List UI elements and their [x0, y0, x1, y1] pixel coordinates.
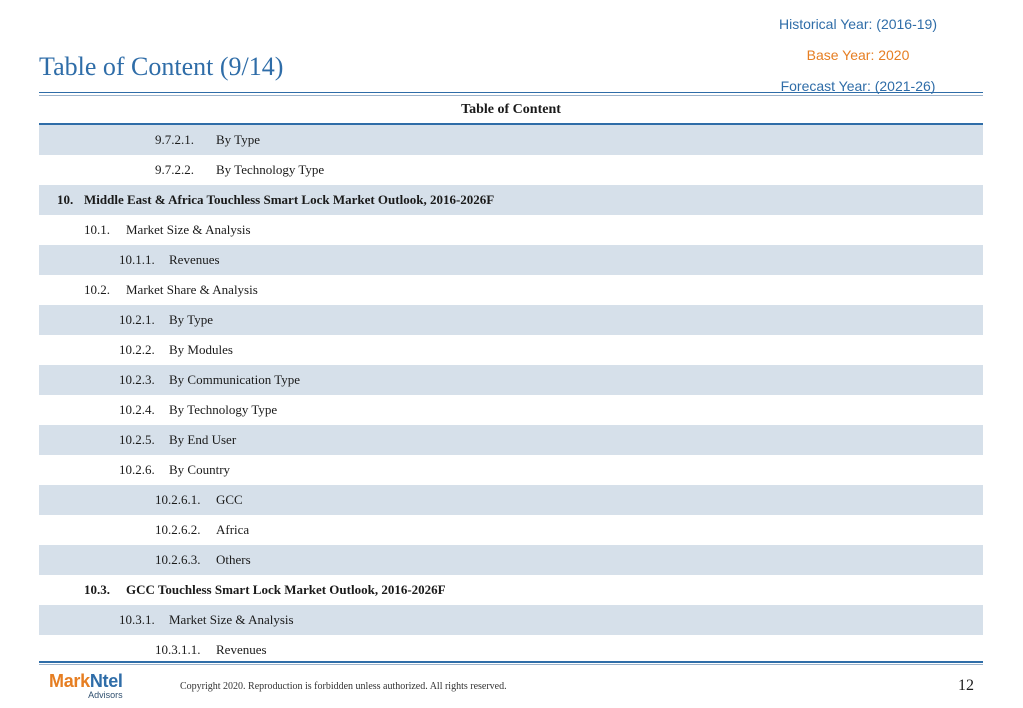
toc-row-label: By End User: [169, 432, 237, 447]
toc-row-number: 10.3.1.1.: [155, 642, 201, 657]
toc-row[interactable]: [39, 275, 983, 305]
toc-row-label: Revenues: [216, 642, 267, 657]
toc-row-number: 10.2.5.: [119, 432, 155, 447]
toc-row-number: 10.2.1.: [119, 312, 155, 327]
company-logo: [49, 672, 123, 701]
page-title: Table of Content (9/14): [39, 52, 284, 81]
toc-row-label: Market Size & Analysis: [126, 222, 251, 237]
toc-row-label: Middle East & Africa Touchless Smart Lock Market Outlook, 2016-2026F: [84, 192, 495, 207]
toc-row[interactable]: [39, 425, 983, 455]
toc-row[interactable]: [39, 125, 983, 155]
toc-row[interactable]: [39, 365, 983, 395]
logo-wordmark: [49, 672, 123, 690]
toc-row-number: 10.2.6.: [119, 462, 155, 477]
toc-row-label: By Technology Type: [169, 402, 278, 417]
toc-row[interactable]: [39, 455, 983, 485]
toc-row-number: 10.3.1.: [119, 612, 155, 627]
toc-row[interactable]: [39, 515, 983, 545]
toc-row[interactable]: [39, 155, 983, 185]
toc-row-number: 9.7.2.1.: [155, 132, 194, 147]
toc-heading: Table of Content: [39, 96, 983, 125]
toc-row-label: By Modules: [169, 342, 233, 357]
toc-row[interactable]: [39, 605, 983, 635]
footer-divider: [39, 661, 983, 663]
logo-ntel-text: Ntel: [89, 671, 123, 691]
footer-divider-secondary: [39, 664, 983, 665]
toc-row-number: 10.2.6.1.: [155, 492, 201, 507]
forecast-year: Forecast Year: (2021-26): [780, 78, 936, 94]
toc-row-label: By Communication Type: [169, 372, 301, 387]
logo-subtitle: Advisors: [88, 690, 123, 700]
copyright-text: Copyright 2020. Reproduction is forbidden unless authorized. All rights reserved.: [180, 681, 507, 692]
toc-row[interactable]: [39, 305, 983, 335]
toc-row-number: 10.1.: [84, 222, 110, 237]
toc-row-label: Market Size & Analysis: [169, 612, 294, 627]
toc-row[interactable]: [39, 245, 983, 275]
page-number: 12: [958, 677, 974, 694]
logo-mark-text: Mark: [49, 671, 90, 691]
toc-row-label: Revenues: [169, 252, 220, 267]
toc-row-label: Others: [216, 552, 251, 567]
toc-row-number: 10.2.6.2.: [155, 522, 201, 537]
toc-row-number: 10.3.: [84, 582, 110, 597]
toc-row-number: 10.: [57, 192, 74, 207]
toc-row-number: 10.2.2.: [119, 342, 155, 357]
toc-row[interactable]: [39, 185, 983, 215]
historical-year: Historical Year: (2016-19): [779, 16, 937, 32]
toc-row-number: 10.2.: [84, 282, 110, 297]
toc-row-number: 10.1.1.: [119, 252, 155, 267]
toc-row-label: GCC: [216, 492, 243, 507]
toc-row-label: By Technology Type: [216, 162, 325, 177]
base-year: Base Year: 2020: [806, 47, 910, 63]
toc-row[interactable]: [39, 335, 983, 365]
toc-row[interactable]: [39, 545, 983, 575]
table-of-content: [39, 96, 983, 665]
toc-row-number: 9.7.2.2.: [155, 162, 194, 177]
toc-row-label: By Type: [216, 132, 260, 147]
toc-row[interactable]: [39, 575, 983, 605]
toc-row-label: Market Share & Analysis: [126, 282, 258, 297]
toc-row[interactable]: [39, 485, 983, 515]
toc-row-number: 10.2.3.: [119, 372, 155, 387]
title-divider: [39, 92, 983, 93]
year-info: [779, 9, 937, 102]
toc-row[interactable]: [39, 215, 983, 245]
toc-row-label: By Type: [169, 312, 213, 327]
toc-row-label: By Country: [169, 462, 231, 477]
toc-row-label: Africa: [216, 522, 250, 537]
toc-row[interactable]: [39, 395, 983, 425]
toc-row-label: GCC Touchless Smart Lock Market Outlook, 2016-2026F: [126, 582, 446, 597]
toc-row-number: 10.2.6.3.: [155, 552, 201, 567]
toc-row-number: 10.2.4.: [119, 402, 155, 417]
